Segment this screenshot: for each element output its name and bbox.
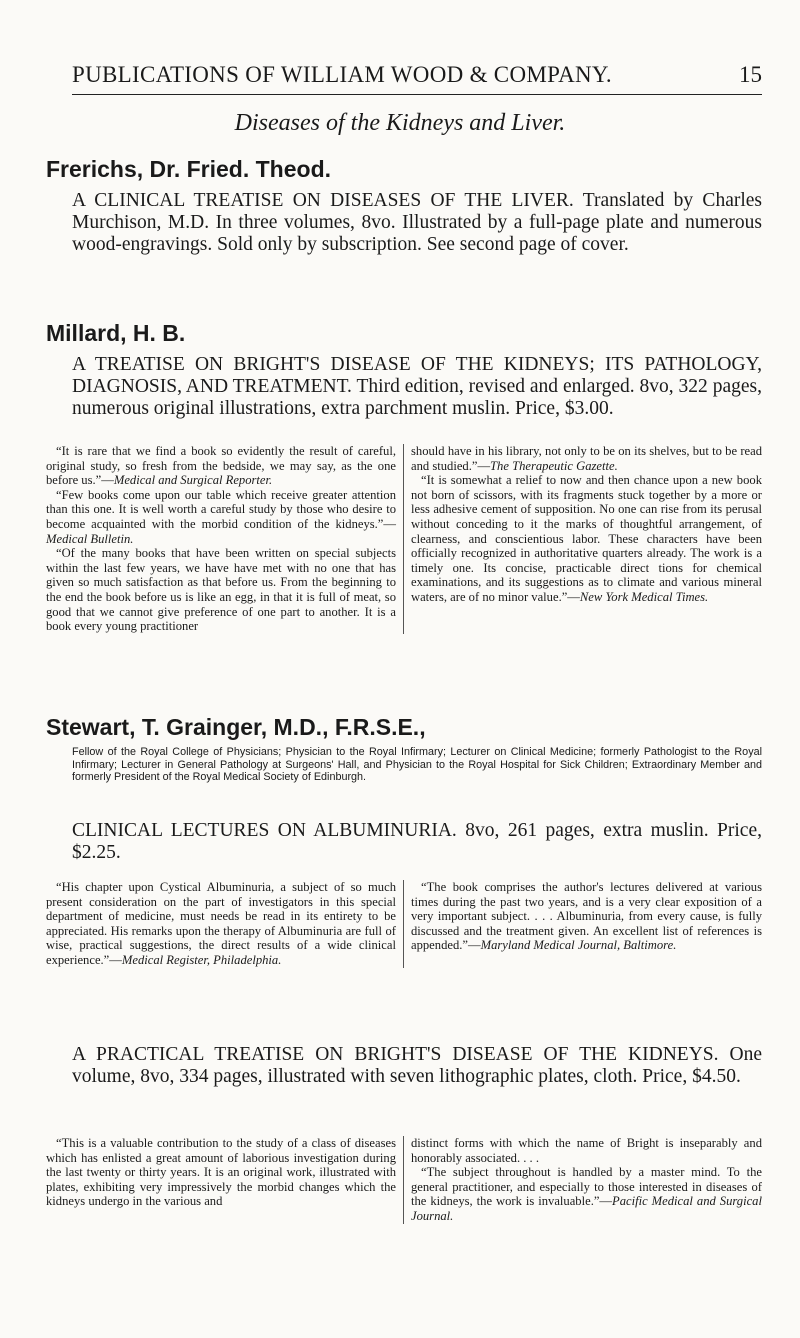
reviews-left-column (46, 880, 404, 968)
reviews-right-column (404, 444, 762, 634)
reviews-right-column (404, 1136, 762, 1224)
book-stewart: CLINICAL LECTURES ON ALBUMINURIA. 8vo, 261 pages, extra muslin. Price, $2.25. (72, 820, 762, 863)
book-millard: A TREATISE ON BRIGHT'S DISEASE OF THE KIDNEYS; ITS PATHOLOGY, DIAGNOSIS, AND TREATMENT. Third edition, revised and enlarged. 8vo, 322 pages, numerous original illustrations, extra parchment muslin. Price, $3.00. (72, 354, 762, 419)
review: “This is a valuable contribution to the study of a class of diseases which has enlisted a great amount of laborious investigation during the last twenty or thirty years. It is an original work, illustrated with plates, exhibiting very impressively the morbid changes which the kidneys undergo in the various and (46, 1136, 396, 1209)
reviews-left-column (46, 444, 404, 634)
page-number: 15 (739, 62, 762, 87)
review: “The book comprises the author's lectures delivered at various times during the past two years, and is a very clear exposition of a very important subject. . . . Albuminuria, from every cause, is fully discussed and the treatment given. An excellent list of references is appended.”—Maryland Medical Journal, Baltimore. (411, 880, 762, 953)
author-credentials: Fellow of the Royal College of Physicians; Physician to the Royal Infirmary; Lecturer on Clinical Medicine; formerly Pathologist to the Royal Infirmary; Lecturer in General Pathology at Surgeons' Hall, and Physician to the Royal Hospital for Sick Children; Extraordinary Member and formerly President of the Royal Medical Society of Edinburgh. (72, 746, 762, 784)
book-frerichs: A CLINICAL TREATISE ON DISEASES OF THE LIVER. Translated by Charles Murchison, M.D. In three volumes, 8vo. Illustrated by a full-page plate and numerous wood-engravings. Sold only by subscription. See second page of cover. (72, 190, 762, 255)
author-frerichs: Frerichs, Dr. Fried. Theod. (46, 156, 332, 182)
review: “Few books come upon our table which receive greater attention than this one. It is well worth a careful study by those who desire to become acquainted with the morbid condition of the kidneys.”—Medical Bulletin. (46, 487, 396, 546)
review: distinct forms with which the name of Bright is inseparably and honorably associated. . . . (411, 1136, 762, 1165)
review: “The subject throughout is handled by a master mind. To the general practitioner, and especially to those interested in diseases of the kidneys, the work is invaluable.”—Pacific Medical and Surgical Journal. (411, 1165, 762, 1223)
running-header (72, 62, 762, 95)
review: “His chapter upon Cystical Albuminuria, a subject of so much present consideration on the part of investigators in this special department of medicine, must needs be read in its entirety to be appreciated. His remarks upon the therapy of Albuminuria are full of wise, practical suggestions, the direct results of a wide clinical experience.”—Medical Register, Philadelphia. (46, 880, 396, 967)
author-millard: Millard, H. B. (46, 320, 186, 346)
review: “It is somewhat a relief to now and then chance upon a new book not born of scissors, with its fragments stuck together by a more or less adhesive cement of supposition. No one can rise from its perusal without conceding to it the marks of thoughtful arrangement, of clearness, and conscientious labor. These characters have been officially recognized in authoritative quarters already. The work is a timely one. Its concise, practicable direct tions for chemical examinations, and its suggestions as to climate and various mineral waters, are of no minor value.”—New York Medical Times. (411, 473, 762, 604)
book-practical-treatise: A PRACTICAL TREATISE ON BRIGHT'S DISEASE OF THE KIDNEYS. One volume, 8vo, 334 pages, illustrated with seven lithographic plates, cloth. Price, $4.50. (72, 1044, 762, 1087)
review: “Of the many books that have been written on special subjects within the last few years, we have have met with no one that has given so much satisfaction as that before us. From the beginning to the end the book before us is like an egg, in that it is full of meat, so good that we cannot give preference of one part to another. It is a book every young practitioner (46, 546, 396, 634)
reviews-stewart (46, 880, 762, 968)
review: “It is rare that we find a book so evidently the result of careful, original study, so fresh from the bedside, we may say, as the one before us.”—Medical and Surgical Reporter. (46, 444, 396, 488)
section-title: Diseases of the Kidneys and Liver. (234, 110, 566, 136)
reviews-left-column (46, 1136, 404, 1224)
reviews-millard (46, 444, 762, 634)
author-stewart: Stewart, T. Grainger, M.D., F.R.S.E., (46, 714, 426, 740)
review: should have in his library, not only to be on its shelves, but to be read and studied.”—The Therapeutic Gazette. (411, 444, 762, 473)
running-header-title: PUBLICATIONS OF WILLIAM WOOD & COMPANY. (72, 62, 612, 87)
reviews-right-column (404, 880, 762, 968)
reviews-practical-treatise (46, 1136, 762, 1224)
